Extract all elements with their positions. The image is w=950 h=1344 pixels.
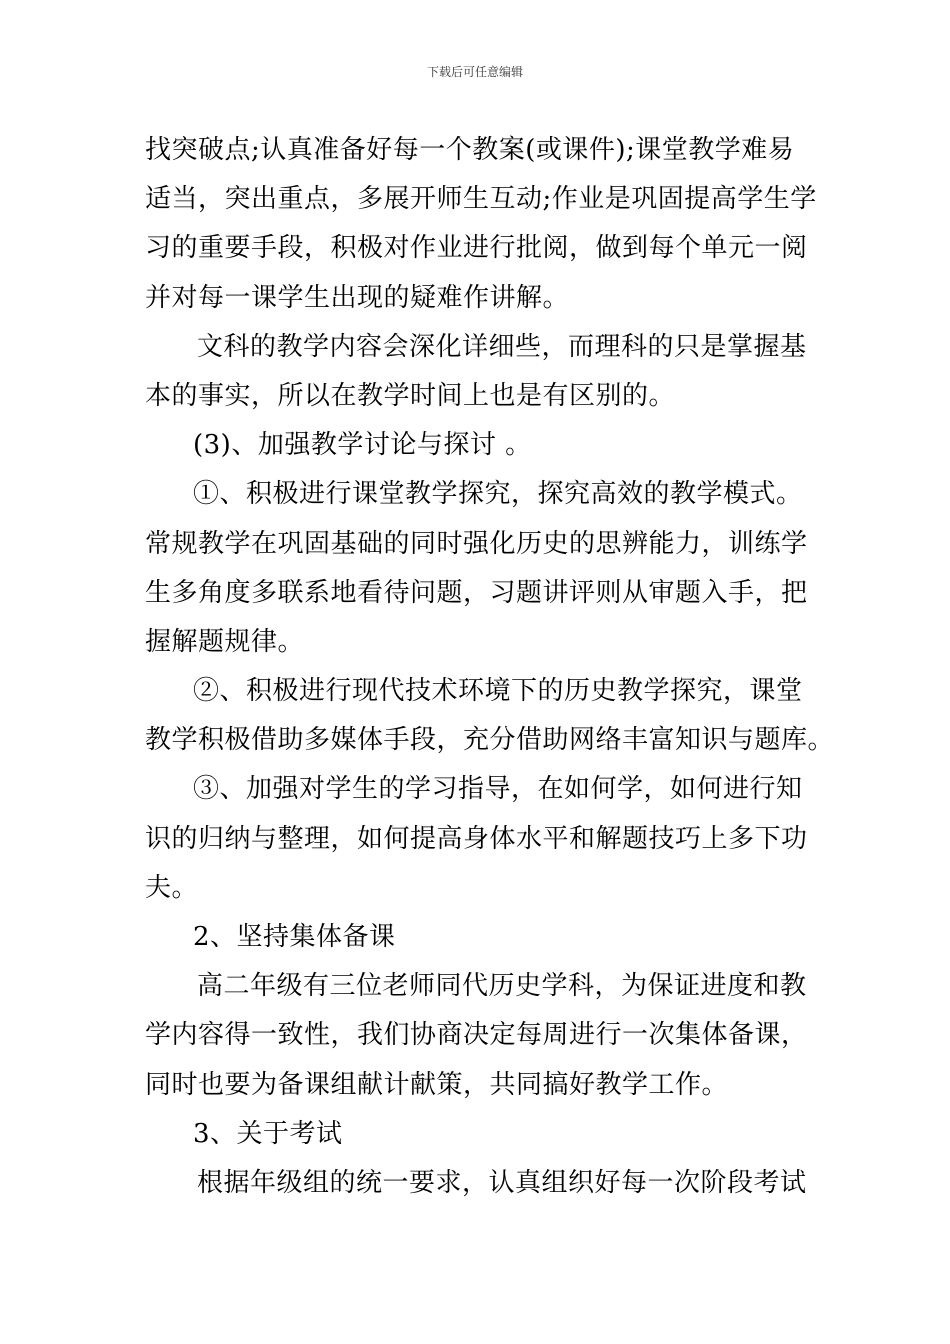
text-line: 常规教学在巩固基础的同时强化历史的思辨能力，训练学	[145, 528, 808, 559]
paragraph-start: 文科的教学内容会深化详细些，而理科的只是掌握基	[197, 331, 807, 362]
page-header: 下载后可任意编辑	[426, 65, 523, 79]
paragraph-start: 高二年级有三位老师同代历史学科，为保证进度和教	[197, 971, 807, 1002]
text-line: 夫。	[145, 872, 199, 903]
document-body	[145, 126, 835, 1208]
text-line: 同时也要为备课组献计献策，共同搞好教学工作。	[145, 1069, 729, 1100]
list-item-3: ③、加强对学生的学习指导，在如何学，如何进行知	[193, 774, 803, 805]
text-line: 习的重要手段，积极对作业进行批阅，做到每个单元一阅	[145, 233, 808, 264]
list-item-1: ①、积极进行课堂教学探究，探究高效的教学模式。	[193, 479, 803, 510]
paragraph-start: 根据年级组的统一要求，认真组织好每一次阶段考试	[197, 1167, 807, 1198]
text-line: 本的事实，所以在教学时间上也是有区别的。	[145, 380, 676, 411]
text-line: 适当，突出重点，多展开师生互动;作业是巩固提高学生学	[145, 184, 817, 215]
text-line: 找突破点;认真准备好每一个教案(或课件);课堂教学难易	[145, 135, 795, 165]
text-line: 握解题规律。	[145, 626, 305, 657]
text-line: 识的归纳与整理，如何提高身体水平和解题技巧上多下功	[145, 823, 808, 854]
list-item-2: ②、积极进行现代技术环境下的历史教学探究，课堂	[193, 676, 803, 707]
text-line: 生多角度多联系地看待问题，习题讲评则从审题入手，把	[145, 577, 808, 608]
text-line: 并对每一课学生出现的疑难作讲解。	[145, 282, 570, 313]
section-heading: 3、关于考试	[193, 1118, 343, 1149]
section-heading: 2、坚持集体备课	[193, 922, 396, 952]
text-line: 学内容得一致性，我们协商决定每周进行一次集体备课，	[145, 1020, 808, 1051]
text-line: 教学积极借助多媒体手段，充分借助网络丰富知识与题库。	[145, 725, 835, 756]
subheading: (3)、加强教学讨论与探讨 。	[193, 430, 532, 461]
